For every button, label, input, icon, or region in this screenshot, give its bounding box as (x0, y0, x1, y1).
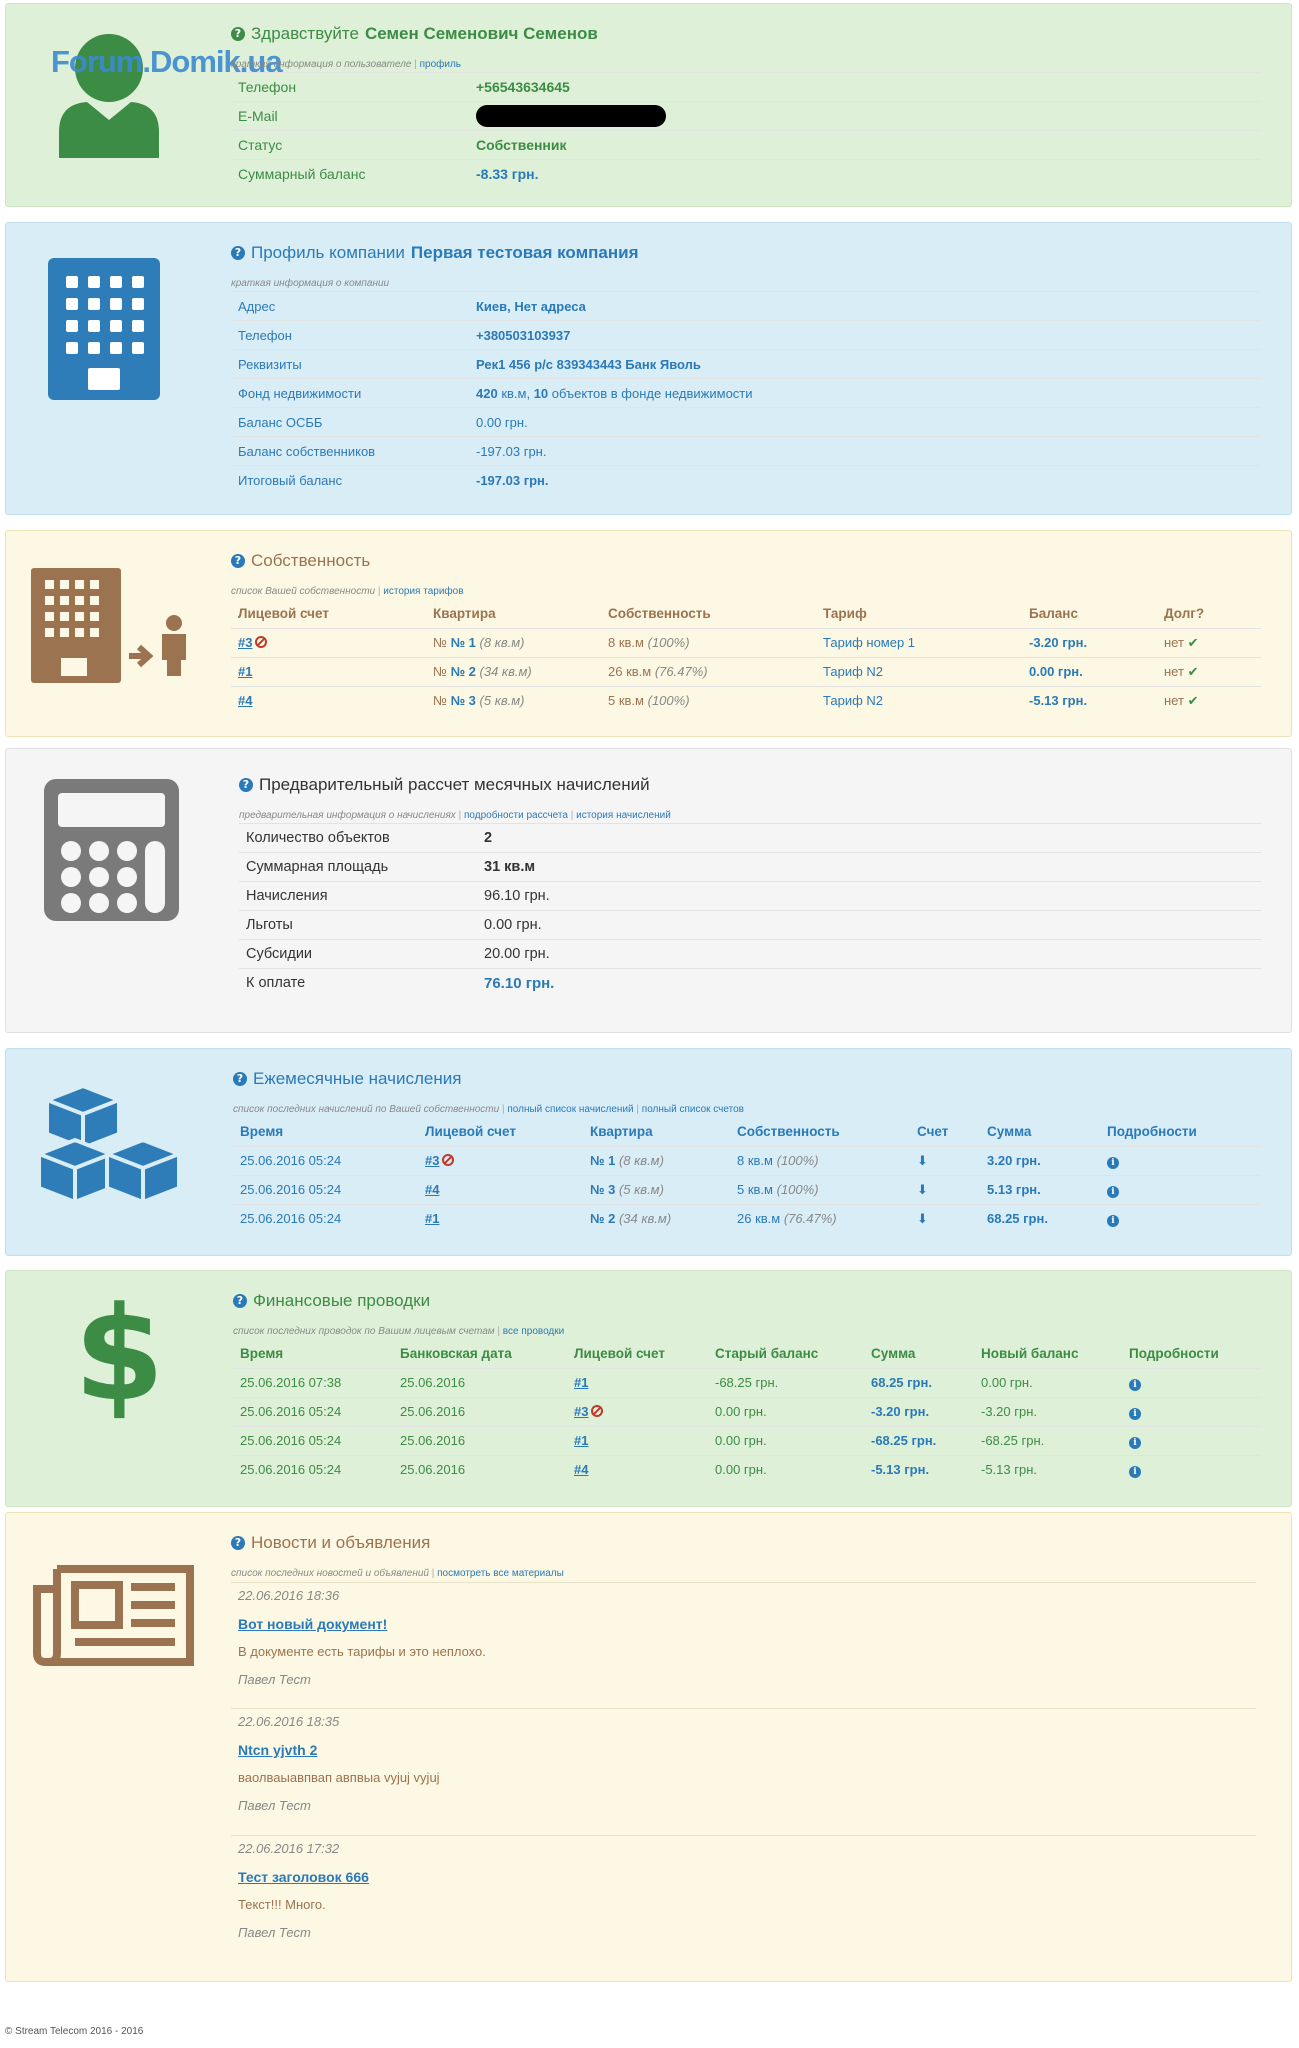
user-status: Собственник (469, 131, 1261, 160)
check-icon: ✔ (1187, 692, 1199, 708)
all-transactions-link[interactable]: все проводки (502, 1326, 565, 1337)
account-link[interactable]: #1 (574, 1375, 589, 1390)
table-row: 25.06.2016 05:24 25.06.2016 #3 0.00 грн. -3.20 грн. -3.20 грн. i (233, 1397, 1261, 1426)
user-panel (5, 3, 1292, 207)
watermark-logo: Forum.Domik.ua (51, 44, 282, 79)
estimate-title: ? Предварительный рассчет месячных начислений (239, 775, 650, 795)
user-balance: -8.33 грн. (469, 160, 1261, 189)
table-row: 25.06.2016 07:38 25.06.2016 #1 -68.25 грн. 68.25 грн. 0.00 грн. i (233, 1368, 1261, 1397)
calculator-icon (44, 779, 179, 921)
table-row: #1 № № 2 (34 кв.м) 26 кв.м (76.47%) Тариф N2 0.00 грн. нет ✔ (231, 657, 1261, 686)
news-item-title[interactable]: Вот новый документ! (238, 1616, 388, 1632)
news-title: ? Новости и объявления (231, 1533, 430, 1553)
account-link[interactable]: #3 (425, 1153, 440, 1168)
tariff-link[interactable]: Тариф N2 (823, 664, 884, 679)
download-icon[interactable]: ⬇ (917, 1152, 928, 1168)
tariff-history-link[interactable]: история тарифов (383, 586, 464, 597)
help-icon[interactable]: ? (233, 1294, 247, 1308)
blocked-icon (591, 1405, 603, 1417)
email-redaction (476, 105, 666, 127)
account-link[interactable]: #1 (425, 1211, 440, 1227)
user-subtitle: краткая информация о пользователе | профиль (231, 59, 462, 70)
account-link[interactable]: #4 (238, 693, 253, 709)
estimate-subtitle: предварительная информация о начислениях | подробности рассчета | история начислений (239, 810, 671, 821)
footer: © Stream Telecom 2016 - 2016 (5, 2026, 144, 2037)
help-icon[interactable]: ? (231, 246, 245, 260)
estimate-table: Количество объектов 2 Суммарная площадь 31 кв.м Начисления 96.10 грн. Льготы 0.00 грн. Субсидии 20.00 грн. К оплате 76.10 грн. (239, 823, 1261, 998)
info-icon[interactable]: i (1129, 1437, 1141, 1449)
check-icon: ✔ (1187, 663, 1199, 679)
table-row: 25.06.2016 05:24 #1 № 2 (34 кв.м) 26 кв.м (76.47%) ⬇ 68.25 грн. i (233, 1204, 1261, 1233)
news-item-title[interactable]: Ntcn yjvth 2 (238, 1742, 318, 1758)
news-item: 22.06.2016 17:32 Тест заголовок 666 Текст!!! Много. Павел Тест (231, 1835, 1256, 1962)
cubes-icon (39, 1084, 182, 1204)
table-row: #4 № № 3 (5 кв.м) 5 кв.м (100%) Тариф N2 -5.13 грн. нет ✔ (231, 686, 1261, 715)
account-link[interactable]: #4 (574, 1462, 589, 1478)
table-row: 25.06.2016 05:24 #4 № 3 (5 кв.м) 5 кв.м (100%) ⬇ 5.13 грн. i (233, 1175, 1261, 1204)
table-row: 25.06.2016 05:24 25.06.2016 #4 0.00 грн. -5.13 грн. -5.13 грн. i (233, 1455, 1261, 1484)
blocked-icon (255, 636, 267, 648)
blocked-icon (442, 1154, 454, 1166)
company-title: ? Профиль компании Первая тестовая компания (231, 243, 639, 263)
account-link[interactable]: #4 (425, 1182, 440, 1197)
company-panel (5, 222, 1292, 515)
calc-details-link[interactable]: подробности рассчета (463, 810, 568, 821)
help-icon[interactable]: ? (233, 1072, 247, 1086)
user-email (469, 102, 1261, 131)
info-icon[interactable]: i (1107, 1157, 1119, 1169)
news-panel (5, 1512, 1292, 1982)
finance-table: Время Банковская дата Лицевой счет Старый баланс Сумма Новый баланс Подробности 25.06.2016 07:38 25.06.2016 #1 -68.25 грн. 68.25 грн. 0.00 грн. i 25.06.2016 05:24 25.06.2016 #3 0.00 грн. -3.20 грн. -3.20 грн. i 25.06.2016 05:24 25.06.2016 #1 0.00 грн. -68.25 грн. -68.25 грн. i 25.06.2016 05:24 25.06.2016 #4 0.00 грн. -5.13 грн. -5.13 грн. i (233, 1339, 1261, 1484)
help-icon[interactable]: ? (231, 27, 245, 41)
dollar-icon: $ (74, 1278, 165, 1430)
news-item-title[interactable]: Тест заголовок 666 (238, 1869, 369, 1885)
check-icon: ✔ (1187, 634, 1199, 650)
all-charges-link[interactable]: полный список начислений (507, 1104, 634, 1115)
building-owner-icon (31, 568, 196, 683)
info-icon[interactable]: i (1129, 1379, 1141, 1391)
table-row: #3 № № 1 (8 кв.м) 8 кв.м (100%) Тариф номер 1 -3.20 грн. нет ✔ (231, 628, 1261, 657)
news-item: 22.06.2016 18:35 Ntcn yjvth 2 ваолваыавпвап авпвыа vyjuj vyjuj Павел Тест (231, 1708, 1256, 1835)
charges-history-link[interactable]: история начислений (576, 810, 671, 821)
tariff-link[interactable]: Тариф N2 (823, 693, 884, 709)
monthly-table: Время Лицевой счет Квартира Собственность Счет Сумма Подробности 25.06.2016 05:24 #3 № 1 (8 кв.м) 8 кв.м (100%) ⬇ 3.20 грн. i 25.06.2016 05:24 #4 № 3 (5 кв.м) 5 кв.м (100%) ⬇ 5.13 грн. i 25.06.2016 05:24 #1 № 2 (34 кв.м) 26 кв.м (76.47%) ⬇ 68.25 грн. i (233, 1117, 1261, 1233)
account-link[interactable]: #3 (238, 635, 253, 650)
company-info-table: Адрес Киев, Нет адреса Телефон +380503103937 Реквизиты Рек1 456 р/с 839343443 Банк Яволь Фонд недвижимости 420 кв.м, 10 объектов в фонде недвижимости Баланс ОСББ 0.00 грн. Баланс собственников -197.03 грн. Итоговый баланс -197.03 грн. (231, 291, 1261, 495)
estimate-panel (5, 748, 1292, 1033)
table-row: 25.06.2016 05:24 25.06.2016 #1 0.00 грн. -68.25 грн. -68.25 грн. i (233, 1426, 1261, 1455)
newspaper-icon (31, 1563, 196, 1668)
table-row: 25.06.2016 05:24 #3 № 1 (8 кв.м) 8 кв.м (100%) ⬇ 3.20 грн. i (233, 1146, 1261, 1175)
info-icon[interactable]: i (1129, 1408, 1141, 1420)
info-icon[interactable]: i (1107, 1186, 1119, 1198)
account-link[interactable]: #1 (574, 1433, 589, 1448)
monthly-subtitle: список последних начислений по Вашей собственности | полный список начислений | полный список счетов (233, 1104, 744, 1115)
user-greeting: ? Здравствуйте Семен Семенович Семенов (231, 24, 598, 44)
monthly-title: ? Ежемесячные начисления (233, 1069, 461, 1089)
property-subtitle: список Вашей собственности | история тарифов (231, 586, 464, 597)
account-link[interactable]: #1 (238, 664, 253, 679)
property-table: Лицевой счет Квартира Собственность Тариф Баланс Долг? #3 № № 1 (8 кв.м) 8 кв.м (100%) Тариф номер 1 -3.20 грн. нет ✔ #1 № № 2 (34 кв.м) 26 кв.м (76.47%) Тариф N2 0.00 грн. нет ✔ #4 № № 3 (5 кв.м) 5 кв.м (100%) Тариф N2 -5.13 грн. нет ✔ (231, 599, 1261, 715)
finance-title: ? Финансовые проводки (233, 1291, 430, 1311)
help-icon[interactable]: ? (231, 554, 245, 568)
download-icon[interactable]: ⬇ (917, 1181, 928, 1197)
property-title: ? Собственность (231, 551, 370, 571)
profile-link[interactable]: профиль (419, 59, 462, 70)
news-item: 22.06.2016 18:36 Вот новый документ! В документе есть тарифы и это неплохо. Павел Тест (231, 1582, 1256, 1708)
account-link[interactable]: #3 (574, 1404, 589, 1419)
finance-subtitle: список последних проводок по Вашим лицевым счетам | все проводки (233, 1326, 565, 1337)
building-icon (48, 258, 160, 400)
download-icon[interactable]: ⬇ (917, 1210, 928, 1226)
property-panel (5, 530, 1292, 737)
info-icon[interactable]: i (1107, 1215, 1119, 1227)
user-info-table: Телефон +56543634645 E-Mail Статус Собственник Суммарный баланс -8.33 грн. (231, 72, 1261, 189)
monthly-panel (5, 1048, 1292, 1256)
help-icon[interactable]: ? (239, 778, 253, 792)
all-news-link[interactable]: посмотреть все материалы (437, 1568, 564, 1579)
help-icon[interactable]: ? (231, 1536, 245, 1550)
info-icon[interactable]: i (1129, 1466, 1141, 1478)
all-invoices-link[interactable]: полный список счетов (641, 1104, 744, 1115)
user-phone: +56543634645 (469, 73, 1261, 102)
company-subtitle: краткая информация о компании (231, 278, 390, 289)
news-subtitle: список последних новостей и объявлений | посмотреть все материалы (231, 1568, 564, 1579)
finance-panel (5, 1270, 1292, 1507)
tariff-link[interactable]: Тариф номер 1 (823, 635, 916, 650)
